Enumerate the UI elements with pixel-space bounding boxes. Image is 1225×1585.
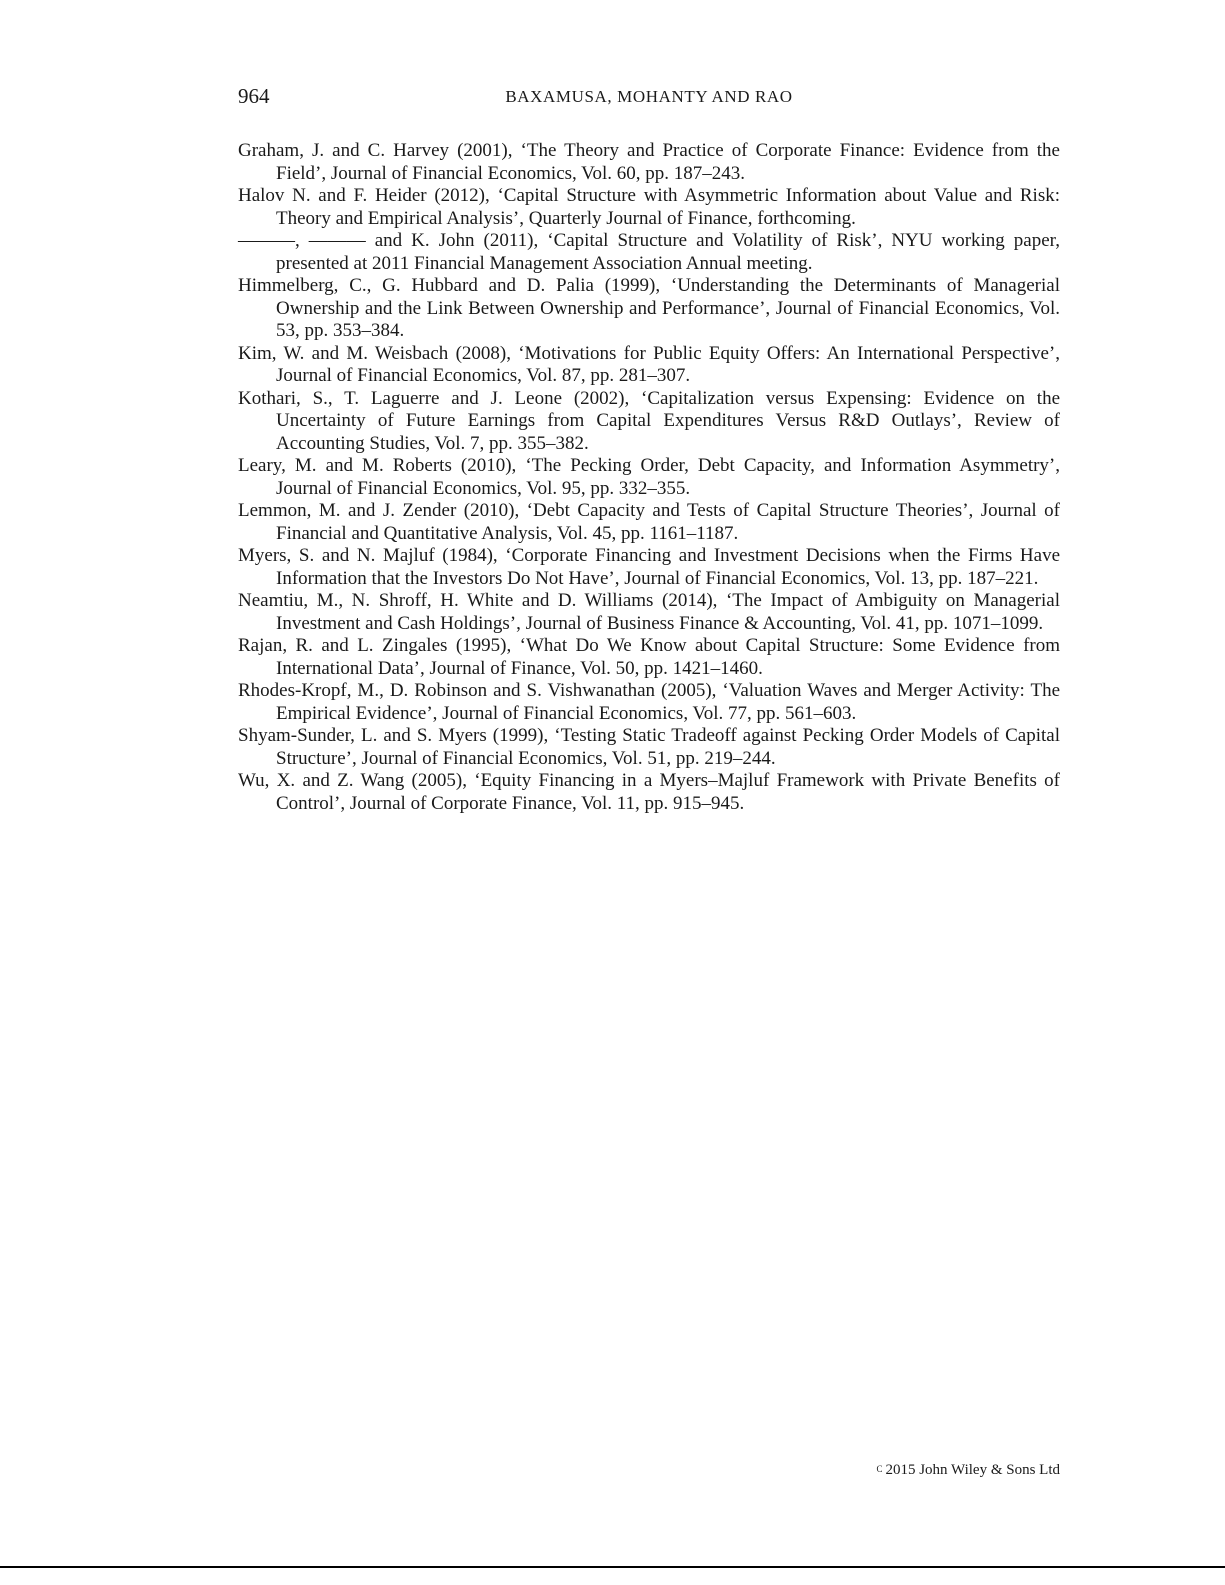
bottom-page-rule — [0, 1566, 1225, 1568]
reference-entry: Wu, X. and Z. Wang (2005), ‘Equity Financing in a Myers–Majluf Framework with Private Benefits of Control’, Journal of Corporate Finance, Vol. 11, pp. 915–945. — [238, 770, 1060, 814]
reference-entry: Lemmon, M. and J. Zender (2010), ‘Debt Capacity and Tests of Capital Structure Theories’, Journal of Financial and Quantitative Analysis, Vol. 45, pp. 1161–1187. — [238, 500, 1060, 544]
page-number: 964 — [238, 84, 270, 108]
reference-entry: Neamtiu, M., N. Shroff, H. White and D. Williams (2014), ‘The Impact of Ambiguity on Managerial Investment and Cash Holdings’, Journal of Business Finance & Accounting, Vol. 41, pp. 1071–1099. — [238, 590, 1060, 634]
reference-entry: Himmelberg, C., G. Hubbard and D. Palia (1999), ‘Understanding the Determinants of Managerial Ownership and the Link Between Ownership and Performance’, Journal of Financial Economics, Vol. 53, pp. 353–384. — [238, 275, 1060, 341]
copyright-icon: C — [876, 1464, 883, 1474]
reference-entry: Halov N. and F. Heider (2012), ‘Capital Structure with Asymmetric Information about Value and Risk: Theory and Empirical Analysis’, Quarterly Journal of Finance, forthcoming. — [238, 185, 1060, 229]
reference-entry: ———, ——— and K. John (2011), ‘Capital Structure and Volatility of Risk’, NYU working paper, presented at 2011 Financial Management Association Annual meeting. — [238, 230, 1060, 274]
running-title: BAXAMUSA, MOHANTY AND RAO — [505, 87, 793, 106]
reference-entry: Myers, S. and N. Majluf (1984), ‘Corporate Financing and Investment Decisions when the Firms Have Information that the Investors Do Not Have’, Journal of Financial Economics, Vol. 13, pp. 187–221. — [238, 545, 1060, 589]
reference-entry: Shyam-Sunder, L. and S. Myers (1999), ‘Testing Static Tradeoff against Pecking Order Models of Capital Structure’, Journal of Financial Economics, Vol. 51, pp. 219–244. — [238, 725, 1060, 769]
running-head — [238, 84, 1060, 110]
reference-entry: Kim, W. and M. Weisbach (2008), ‘Motivations for Public Equity Offers: An International Perspective’, Journal of Financial Economics, Vol. 87, pp. 281–307. — [238, 342, 1060, 386]
reference-entry: Kothari, S., T. Laguerre and J. Leone (2002), ‘Capitalization versus Expensing: Evidence on the Uncertainty of Future Earnings from Capital Expenditures Versus R&D Outlays’, Review of Accounting Studies, Vol. 7, pp. 355–382. — [238, 387, 1060, 454]
reference-entry: Graham, J. and C. Harvey (2001), ‘The Theory and Practice of Corporate Finance: Evidence from the Field’, Journal of Financial Economics, Vol. 60, pp. 187–243. — [238, 140, 1060, 184]
copyright-text: 2015 John Wiley & Sons Ltd — [885, 1462, 1060, 1478]
reference-list — [238, 140, 1060, 815]
reference-entry: Rhodes-Kropf, M., D. Robinson and S. Vishwanathan (2005), ‘Valuation Waves and Merger Activity: The Empirical Evidence’, Journal of Financial Economics, Vol. 77, pp. 561–603. — [238, 680, 1060, 724]
reference-entry: Rajan, R. and L. Zingales (1995), ‘What Do We Know about Capital Structure: Some Evidence from International Data’, Journal of Finance, Vol. 50, pp. 1421–1460. — [238, 635, 1060, 679]
reference-entry: Leary, M. and M. Roberts (2010), ‘The Pecking Order, Debt Capacity, and Information Asymmetry’, Journal of Financial Economics, Vol. 95, pp. 332–355. — [238, 455, 1060, 499]
copyright-notice — [876, 1461, 1060, 1479]
